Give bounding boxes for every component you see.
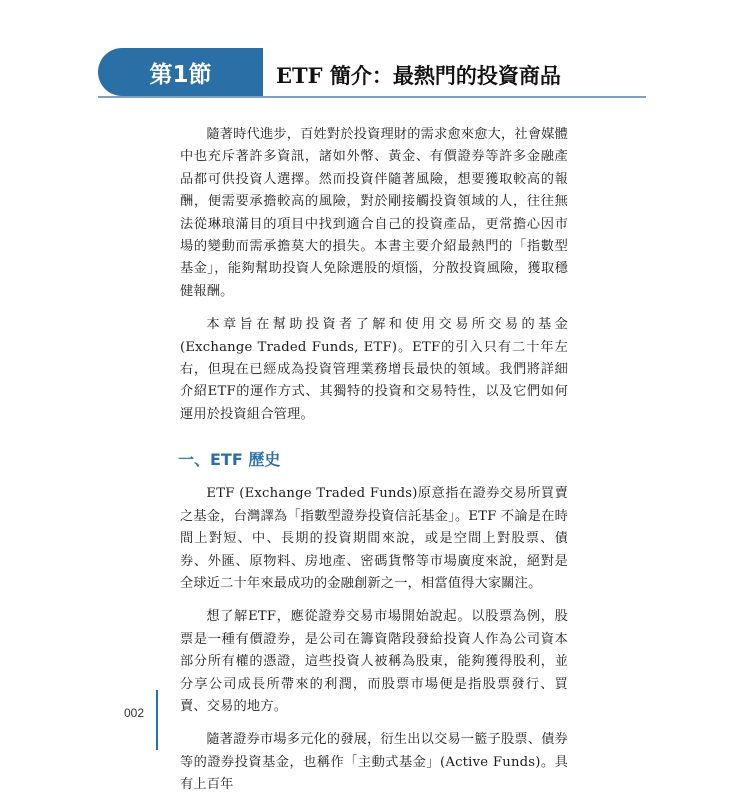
intro-paragraph-2: 本章旨在幫助投資者了解和使用交易所交易的基金(Exchange Traded Funds, ETF)。ETF的引入只有二十年左右，但現在已經成為投資管理業務增長最快的領域。我們將詳細介紹ETF的運作方式、其獨特的投資和交易特性，以及它們如何運用於投資組合管理。: [180, 317, 568, 422]
page-title: ETF 簡介：最熱門的投資商品: [276, 63, 561, 88]
history-paragraph-2: 想了解ETF，應從證券交易市場開始說起。以股票為例，股票是一種有價證券，是公司在籌資階段發給投資人作為公司資本部分所有權的憑證，這些投資人被稱為股東，能夠獲得股利，並分享公司成長所帶來的利潤，而股票市場便是指股票發行、買賣、交易的地方。: [180, 609, 568, 714]
section-number: 第1節: [149, 61, 212, 88]
section-number-badge: [98, 48, 263, 96]
section-heading-etf-history: 一、ETF 歷史: [178, 450, 281, 470]
body-text: [180, 124, 568, 808]
page-margin-rule: [156, 690, 158, 750]
intro-paragraph-1: 隨著時代進步，百姓對於投資理財的需求愈來愈大，社會媒體中也充斥著許多資訊，諸如外幣、黃金、有價證券等許多金融產品都可供投資人選擇。然而投資伴隨著風險，想要獲取較高的報酬，便需要承擔較高的風險，對於剛接觸投資領域的人，往往無法從琳琅滿目的項目中找到適合自己的投資產品，更常擔心因市場的變動而需承擔莫大的損失。本書主要介紹最熱門的「指數型基金」，能夠幫助投資人免除選股的煩惱，分散投資風險，獲取穩健報酬。: [180, 127, 568, 299]
history-paragraph-3: 隨著證券市場多元化的發展，衍生出以交易一籃子股票、債券等的證券投資基金，也稱作「主動式基金」(Active Funds)。具有上百年: [180, 732, 568, 793]
history-paragraph-1: ETF (Exchange Traded Funds)原意指在證券交易所買賣之基金，台灣譯為「指數型證券投資信託基金」。ETF 不論是在時間上對短、中、長期的投資期間來說，或是空間上對股票、債券、外匯、原物料、房地產、密碼貨幣等市場廣度來說，絕對是全球近二十年來最成功的金融創新之一，相當值得大家關注。: [180, 486, 568, 591]
page-number: 002: [124, 706, 145, 720]
title-divider: [98, 96, 646, 98]
